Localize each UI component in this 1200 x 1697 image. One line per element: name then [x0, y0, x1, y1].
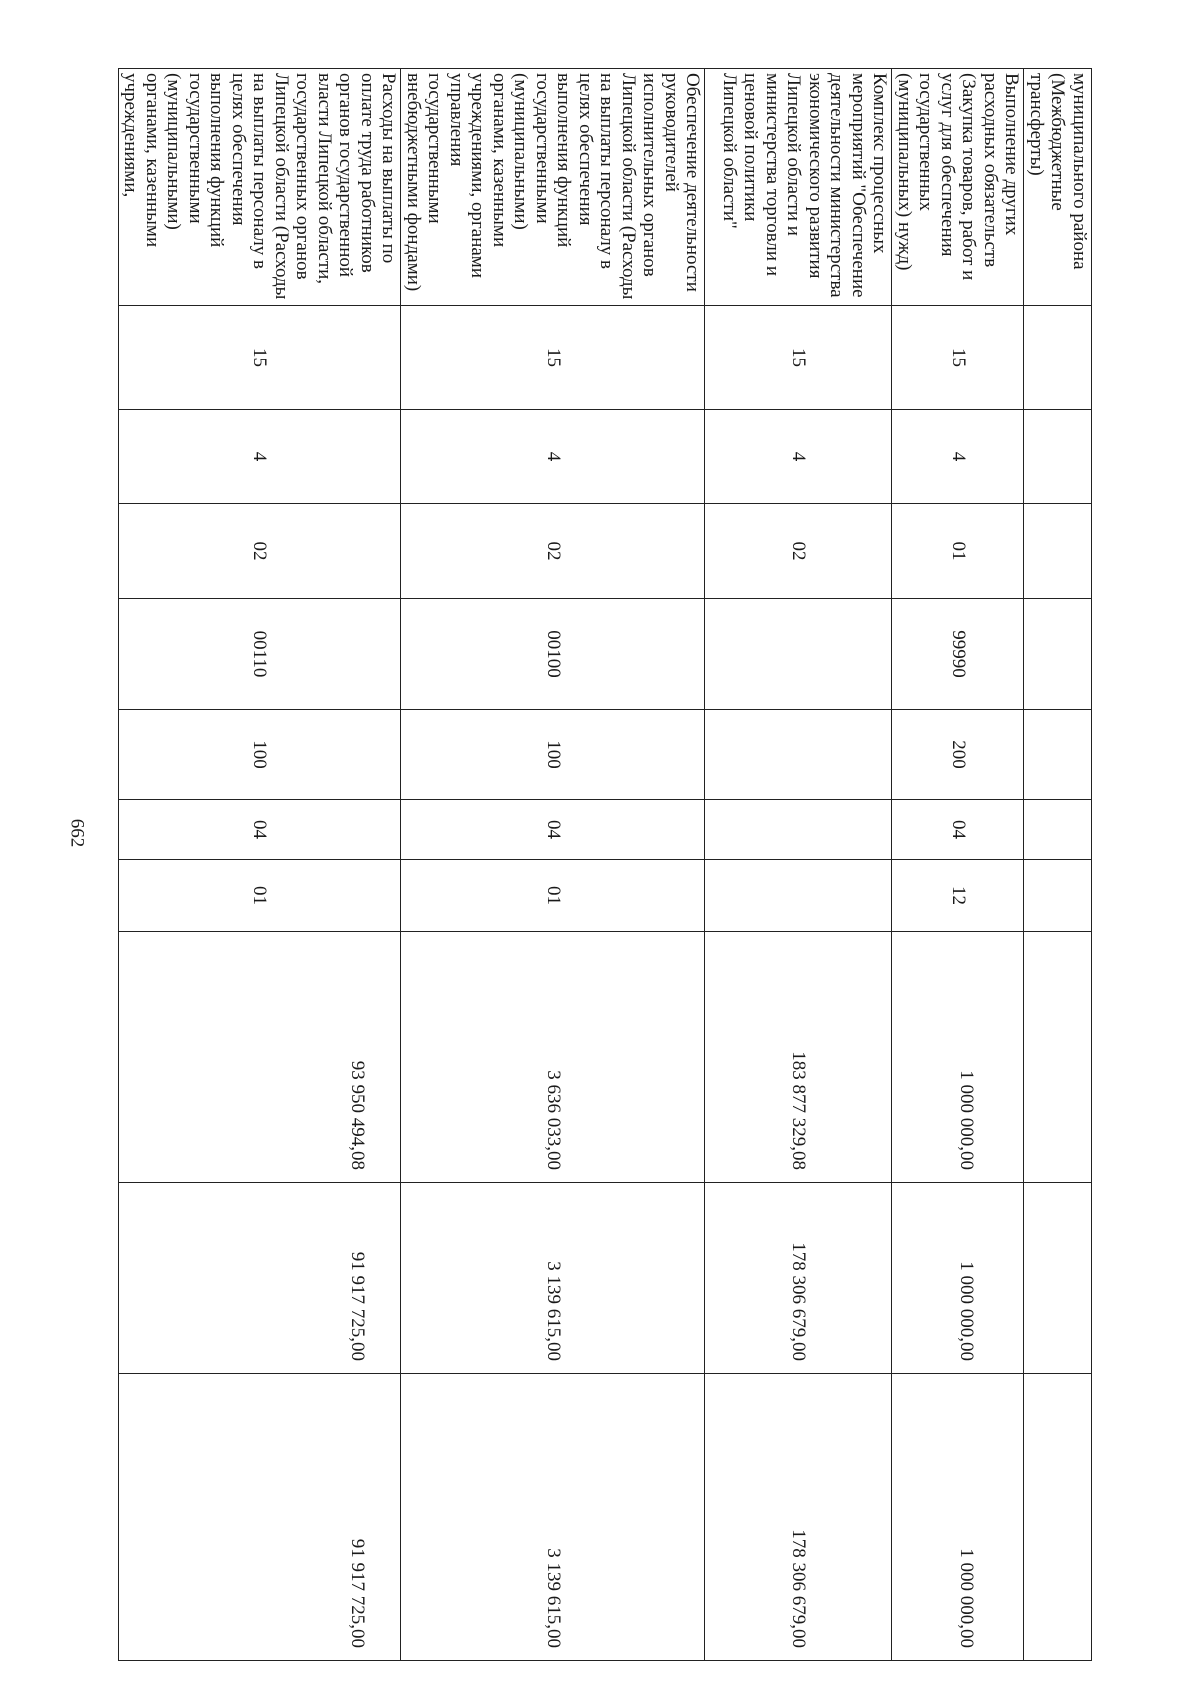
cell-code [1024, 710, 1092, 800]
cell-code [1024, 599, 1092, 710]
table-row [705, 69, 892, 1661]
budget-table [118, 68, 1092, 1661]
table-row [892, 69, 1024, 1661]
cell-code: 01 [401, 860, 705, 932]
cell-code [705, 710, 892, 800]
cell-code: 04 [892, 800, 1024, 860]
cell-amount: 178 306 679,00 [705, 1183, 892, 1374]
row-name: Выполнение других расходных обязательств (Закупка товаров, работ и услуг для обеспечения государственных (муниципальных) нужд) [892, 69, 1024, 306]
cell-amount: 93 950 494,08 [119, 932, 402, 1183]
cell-code: 00100 [401, 599, 705, 710]
cell-amount: 1 000 000,00 [892, 932, 1024, 1183]
cell-amount: 3 139 615,00 [401, 1374, 705, 1661]
cell-code: 100 [401, 710, 705, 800]
cell-amount: 1 000 000,00 [892, 1183, 1024, 1374]
cell-amount: 91 917 725,00 [119, 1183, 402, 1374]
cell-code: 12 [892, 860, 1024, 932]
cell-code: 15 [401, 306, 705, 410]
cell-code: 15 [119, 306, 402, 410]
cell-amount: 91 917 725,00 [119, 1374, 402, 1661]
cell-code: 02 [401, 504, 705, 599]
cell-code: 01 [119, 860, 402, 932]
cell-code: 15 [892, 306, 1024, 410]
cell-amount [1024, 1183, 1092, 1374]
cell-code: 200 [892, 710, 1024, 800]
cell-amount: 3 139 615,00 [401, 1183, 705, 1374]
row-name: муниципального района (Межбюджетные трансферты) [1024, 69, 1092, 306]
cell-code: 04 [401, 800, 705, 860]
table-row [119, 69, 402, 1661]
cell-amount: 178 306 679,00 [705, 1374, 892, 1661]
cell-code: 4 [401, 410, 705, 504]
cell-amount: 1 000 000,00 [892, 1374, 1024, 1661]
table-row [1024, 69, 1092, 1661]
cell-code [1024, 504, 1092, 599]
cell-code [1024, 410, 1092, 504]
cell-code: 100 [119, 710, 402, 800]
cell-code: 4 [119, 410, 402, 504]
row-name: Обеспечение деятельности руководителей исполнительных органов Липецкой области (Расходы на выплаты персоналу в целях обеспечения выполнения функций государственными (муниципальными) органами, казенными учреждениями, органами управления государственными внебюджетными фондами) [401, 69, 705, 306]
cell-code [705, 860, 892, 932]
cell-amount: 3 636 033,00 [401, 932, 705, 1183]
cell-code [705, 599, 892, 710]
cell-code: 04 [119, 800, 402, 860]
cell-code: 00110 [119, 599, 402, 710]
cell-code [1024, 860, 1092, 932]
cell-code: 02 [119, 504, 402, 599]
cell-code: 4 [705, 410, 892, 504]
cell-code: 02 [705, 504, 892, 599]
rotated-table-sheet [120, 68, 1092, 1660]
cell-code [1024, 800, 1092, 860]
cell-code: 99990 [892, 599, 1024, 710]
cell-code [1024, 306, 1092, 410]
cell-code: 01 [892, 504, 1024, 599]
cell-amount [1024, 932, 1092, 1183]
page-number: 662 [66, 818, 88, 848]
cell-code: 4 [892, 410, 1024, 504]
table-row [401, 69, 705, 1661]
row-name: Комплекс процессных мероприятий "Обеспечение деятельности министерства экономического развития Липецкой области и министерства торговли и ценовой политики Липецкой области" [705, 69, 892, 306]
cell-amount: 183 877 329,08 [705, 932, 892, 1183]
row-name: Расходы на выплаты по оплате труда работников органов государственной власти Липецкой области, государственных органов Липецкой области (Расходы на выплаты персоналу в целях обеспечения выполнения функций государственными (муниципальными) органами, казенными учреждениями, [119, 69, 402, 306]
cell-code [705, 800, 892, 860]
cell-amount [1024, 1374, 1092, 1661]
cell-code: 15 [705, 306, 892, 410]
